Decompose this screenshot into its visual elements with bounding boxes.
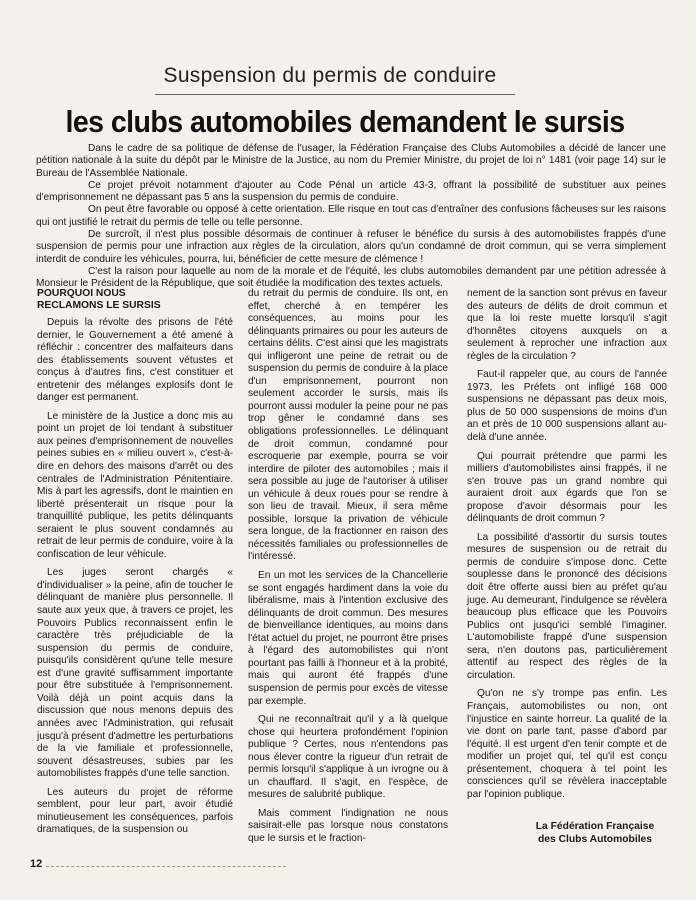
footer-rule — [46, 866, 286, 867]
body-paragraph: Mais comment l'indignation ne nous saisirait-elle pas lorsque nous constatons que le sursis et le fraction- — [248, 807, 448, 844]
intro-paragraph: Ce projet prévoit notamment d'ajouter au Code Pénal un article 43-3, offrant la possibilité de substituer aux peines d'emprisonnement ne dépassant pas 5 ans la suspension du permis de conduire. — [36, 179, 666, 204]
kicker-rule — [155, 94, 515, 95]
body-paragraph: du retrait du permis de conduire. Ils ont, en effet, cherché à en tempérer les conséquences, au moins pour les délinquants primaires ou pour les auteurs de certains délits. C'est ainsi que les magistrats qui infligeront une peine de retrait ou de suspension du permis de conduire à la place d'un emprisonnement, pourront non seulement accorder le sursis, mais ils pourront aussi moduler la peine pour ne pas trop gêner le condamné dans ses obligations professionnelles. Le délinquant de droit commun, condamné pour escroquerie par exemple, pourra se voir interdire de piloter des automobiles ; mais il sera possible au juge de l'autoriser à utiliser un véhicule à deux roues pour se rendre à son lieu de travail. Mieux, il sera même possible, lorsque la privation de véhicule sera longue, de la fractionner en raison des nécessités familiales ou professionnelles de l'intéressé. — [248, 288, 448, 563]
intro-paragraph: On peut être favorable ou opposé à cette orientation. Elle risque en tout cas d'entraîner des confusions fâcheuses sur les raisons qui ont justifié le retrait du permis de telle ou telle personne. — [36, 204, 666, 228]
subhead-line: RECLAMONS LE SURSIS — [37, 299, 161, 311]
body-paragraph: Qu'on ne s'y trompe pas enfin. Les Français, automobilistes ou non, ont l'injustice en sainte horreur. La qualité de la vie dont on parle tant, passe d'abord par l'équité. Il est urgent d'en tenir compte et de modifier un projet qui, tel qu'il est conçu présentement, choquera à tel point les consciences qu'il se révèlera inacceptable par l'opinion publique. — [467, 688, 667, 800]
signature-line: La Fédération Française — [535, 821, 655, 832]
intro-paragraph: Dans le cadre de sa politique de défense de l'usager, la Fédération Française des Clubs Automobiles a décidé de lancer une pétition nationale à la suite du dépôt par le Ministre de la Justice, au nom du Premier Ministre, du projet de loi n° 1481 (voir page 14) sur le Bureau de l'Assemblée Nationale. — [36, 143, 666, 179]
intro-paragraph: De surcroît, il n'est plus possible désormais de continuer à refuser le bénéfice du sursis à des automobilistes frappés d'une suspension de permis pour une infraction aux règles de la circulation, alors qu'un condamné de droit commun, qui se verra simplement interdit de conduire les véhicules, pourra, lui, bénéficier de cette mesure de clémence ! — [36, 229, 666, 265]
section-subhead — [37, 288, 233, 311]
body-paragraph: nement de la sanction sont prévus en faveur des auteurs de délits de droit commun et que la loi reste muette lorsqu'il s'agit d'honnêtes citoyens auxquels on a seulement à reprocher une infraction aux règles de la circulation ? — [467, 288, 667, 362]
subhead-line: POURQUOI NOUS — [37, 288, 126, 299]
body-paragraph: Les juges seront chargés « d'individualiser » la peine, afin de toucher le délinquant de manière plus personnelle. Il saute aux yeux que, à travers ce projet, les Pouvoirs Publics reconnaissent enfin le caractère très préjudiciable de la suspension du permis de conduire, puisqu'ils considèrent qu'une telle mesure est d'une gravité suffisamment importante pour être substituée à l'emprisonnement. Voilà déjà un point acquis dans la discussion que nous menons depuis des années avec l'Administration, qui refusait jusqu'à présent d'admettre les perturbations de la vie familiale et professionnelle, souvent désastreuses, subies par les automobilistes frappés d'une telle sanction. — [37, 567, 233, 780]
article-intro — [36, 143, 666, 291]
body-paragraph: En un mot les services de la Chancellerie se sont engagés hardiment dans la voie du libéralisme, mais à l'intention exclusive des délinquants de droit commun. Des mesures de bienveillance identiques, au moins dans l'état actuel du projet, ne pourront être prises à l'égard des automobilistes qui n'ont pourtant pas failli à l'honneur et à la probité, mais qui auront été frappés d'une suspension de permis pour excès de vitesse par exemple. — [248, 570, 448, 707]
signature-line: des Clubs Automobiles — [537, 834, 653, 845]
body-paragraph: La possibilité d'assortir du sursis toutes mesures de suspension ou de retrait du permis de conduire s'impose donc. Cette souplesse dans le prononcé des décisions doit être offerte aussi bien au préfet qu'au juge. Au demeurant, l'indulgence se révèlera beaucoup plus efficace que les Pouvoirs Publics ont jusqu'ici semblé l'imaginer. L'automobiliste frappé d'une suspension sera, n'en doutons pas, particulièrement attentif au respect des règles de la circulation. — [467, 531, 667, 681]
intro-paragraph: C'est la raison pour laquelle au nom de la morale et de l'équité, les clubs automobiles demandent par une pétition adressée à Monsieur le Président de la République, que soit étudiée la modification des textes actuels. — [36, 265, 666, 290]
body-paragraph: Qui ne reconnaîtrait qu'il y a là quelque chose qui heurtera profondément l'opinion publique ? Certes, nous n'entendons pas nous élever contre la rigueur d'un retrait de permis lorsqu'il s'applique à un ivrogne ou à un chauffard. Il s'agit, en l'espèce, de mesures de salubrité publique. — [248, 714, 448, 801]
section-kicker: Suspension du permis de conduire — [163, 64, 497, 87]
body-paragraph: Qui pourrait prétendre que parmi les milliers d'automobilistes ainsi frappés, il ne s'en trouve pas un grand nombre qui auraient droit aux égards que l'on se propose d'avoir désormais pour les délinquants de droit commun ? — [467, 450, 667, 525]
body-paragraph: Faut-il rappeler que, au cours de l'année 1973, les Préfets ont infligé 168 000 suspensions ne dépassant pas deux mois, plus de 50 000 suspensions de moins d'un an et près de 10 000 suspensions allant au-delà d'une année. — [467, 369, 667, 444]
column-2 — [248, 288, 448, 852]
column-1 — [37, 288, 233, 843]
article-headline: les clubs automobiles demandent le sursis — [65, 104, 625, 139]
body-paragraph: Depuis la révolte des prisons de l'été dernier, le Gouvernement a été amené à réfléchir : concentrer des malfaiteurs dans des établissements souvent vétustes et conçus à d'autres fins, c'est constituer et entretenir des mélanges explosifs dont le danger est permanent. — [37, 317, 233, 404]
column-3 — [467, 288, 667, 807]
body-paragraph: Les auteurs du projet de réforme semblent, pour leur part, avoir étudié minutieusement les conséquences, parfois dramatiques, de la suspension ou — [37, 786, 233, 836]
body-paragraph: Le ministère de la Justice a donc mis au point un projet de loi tendant à substituer aux peines d'emprisonnement de nouvelles peines subies en « milieu ouvert », c'est-à-dire en dehors des maisons d'arrêt ou des centrales de l'Administration Pénitentiaire. Mis à part les agressifs, dont le maintien en liberté présenterait un risque pour la tranquillité publique, les petits délinquants seraient le plus souvent condamnés au retrait de leur permis de conduire, voire à la confiscation de leur véhicule. — [37, 410, 233, 560]
page-number: 12 — [30, 858, 43, 870]
article-signature — [520, 820, 670, 846]
